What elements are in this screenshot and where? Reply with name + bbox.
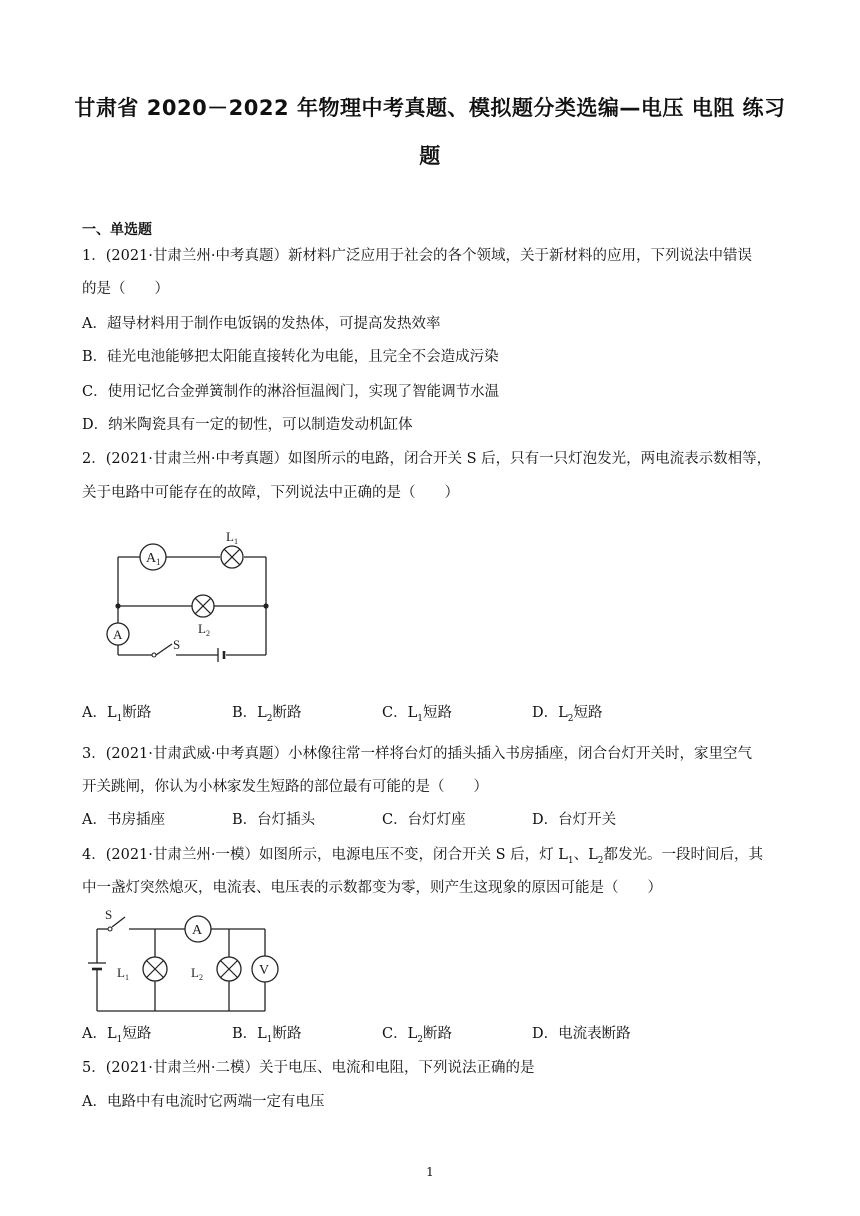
q1-option-d: D．纳米陶瓷具有一定的韧性，可以制造发动机缸体 [82, 417, 413, 433]
l1-sub-label: 1 [234, 537, 238, 546]
q2-option-a: A．$L_1$断路 [82, 705, 152, 724]
q4-circuit-diagram [85, 905, 285, 1017]
l2-sub-label: 2 [206, 629, 210, 638]
q3-option-b: B．台灯插头 [232, 812, 316, 828]
l1-label: L [226, 529, 234, 544]
q2-stem-line2: 关于电路中可能存在的故障，下列说法中正确的是（ ） [82, 485, 459, 501]
lamp-l1-icon [221, 546, 243, 568]
q2-option-c: C．$L_1$短路 [382, 705, 452, 724]
document-title-line2: 题 [419, 144, 441, 168]
voltmeter-icon [252, 956, 278, 982]
switch-s-label: S [173, 637, 181, 652]
ammeter-a-icon [107, 623, 129, 645]
q4-stem-line1: 4．(2021·甘肃兰州·一模）如图所示，电源电压不变，闭合开关 S 后，灯 $L_1$、$L_2$都发光。一段时间后，其 [82, 847, 763, 866]
q5-option-a: A．电路中有电流时它两端一定有电压 [82, 1094, 325, 1110]
switch-s-label: S [105, 907, 113, 922]
q1-stem-line2: 的是（ ） [82, 281, 169, 297]
q4-option-c: C．$L_2$断路 [382, 1026, 452, 1045]
lamp-l1-icon [143, 957, 167, 981]
ammeter-a1-icon [140, 544, 166, 570]
l2-sub-label: 2 [199, 973, 203, 982]
q3-stem-line1: 3．(2021·甘肃武威·中考真题）小林像往常一样将台灯的插头插入书房插座，闭合台灯开关时，家里空气 [82, 746, 752, 762]
switch-contact-icon [108, 927, 112, 931]
section-heading: 一、单选题 [82, 222, 152, 238]
svg-text:A: A [192, 923, 203, 938]
l1-label: L [117, 965, 125, 980]
q3-option-d: D．台灯开关 [532, 812, 617, 828]
junction-dot [263, 603, 268, 608]
q3-option-a: A．书房插座 [82, 812, 165, 828]
q1-option-b: B．硅光电池能够把太阳能直接转化为电能，且完全不会造成污染 [82, 349, 499, 365]
q1-option-c: C．使用记忆合金弹簧制作的淋浴恒温阀门，实现了智能调节水温 [82, 384, 500, 400]
switch-contact-icon [152, 653, 156, 657]
page-number: 1 [426, 1165, 434, 1179]
q3-stem-line2: 开关跳闸，你认为小林家发生短路的部位最有可能的是（ ） [82, 779, 488, 795]
svg-text:A: A [146, 551, 157, 566]
l1-sub-label: 1 [125, 973, 129, 982]
svg-text:1: 1 [156, 557, 161, 567]
q2-circuit-diagram [100, 525, 280, 665]
lamp-l2-icon [217, 957, 241, 981]
l2-label: L [191, 965, 199, 980]
q1-option-a: A．超导材料用于制作电饭锅的发热体，可提高发热效率 [82, 316, 441, 332]
junction-dot [115, 603, 120, 608]
q2-stem-line1: 2．(2021·甘肃兰州·中考真题）如图所示的电路，闭合开关 S 后，只有一只灯泡发光，两电流表示数相等， [82, 451, 772, 467]
svg-text:A: A [113, 627, 123, 642]
q4-stem-line2: 中一盏灯突然熄灭，电流表、电压表的示数都变为零，则产生这现象的原因可能是（ ） [82, 880, 662, 896]
q2-option-b: B．$L_2$断路 [232, 705, 302, 724]
q2-option-d: D．$L_2$短路 [532, 705, 603, 724]
ammeter-icon [185, 916, 211, 942]
q4-option-b: B．$L_1$断路 [232, 1026, 302, 1045]
q3-option-c: C．台灯灯座 [382, 812, 466, 828]
q1-stem-line1: 1．(2021·甘肃兰州·中考真题）新材料广泛应用于社会的各个领域，关于新材料的应用，下列说法中错误 [82, 248, 752, 264]
q4-option-a: A．$L_1$短路 [82, 1026, 152, 1045]
q4-option-d: D．电流表断路 [532, 1026, 631, 1042]
svg-text:V: V [259, 963, 270, 978]
document-title-line1: 甘肃省 2020－2022 年物理中考真题、模拟题分类选编—电压 电阻 练习 [74, 96, 786, 120]
lamp-l2-icon [192, 595, 214, 617]
l2-label: L [198, 621, 206, 636]
q5-stem-line1: 5．(2021·甘肃兰州·二模）关于电压、电流和电阻，下列说法正确的是 [82, 1060, 535, 1076]
